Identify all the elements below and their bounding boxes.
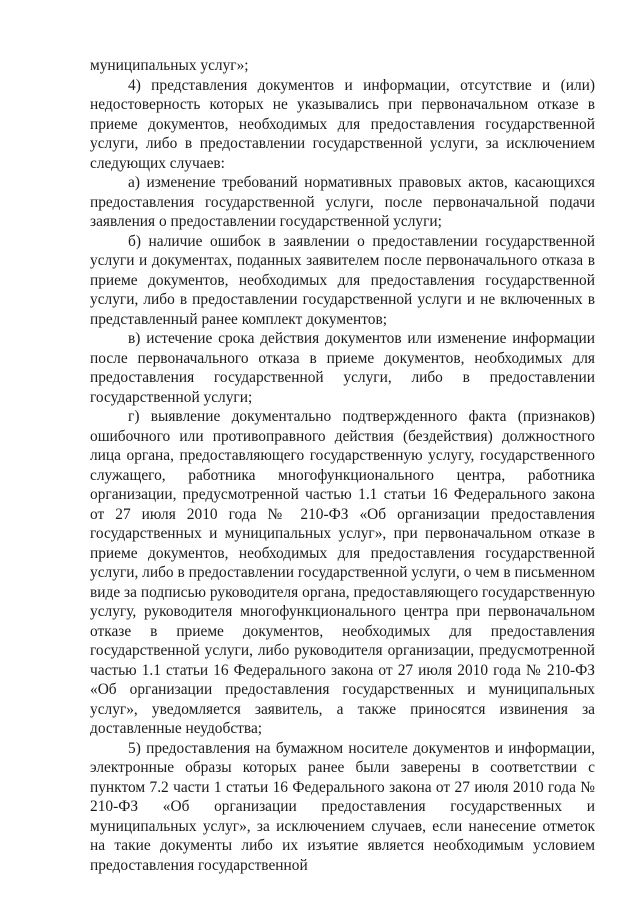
paragraph-item-4-g: г) выявление документально подтвержденного факта (признаков) ошибочного или противоправного действия (бездействия) должностного лица органа, предоставляющего государственную услугу, государственного служащего, работника многофункционального центра, работника организации, предусмотренной частью 1.1 статьи 16 Федерального закона от 27 июля 2010 года № 210-ФЗ «Об организации предоставления государственных и муниципальных услуг», при первоначальном отказе в приеме документов, необходимых для предоставления государственной услуги, либо в предоставлении государственной услуги, о чем в письменном виде за подписью руководителя органа, предоставляющего государственную услугу, руководителя многофункционального центра при первоначальном отказе в приеме документов, необходимых для предоставления государственной услуги, либо руководителя организации, предусмотренной частью 1.1 статьи 16 Федерального закона от 27 июля 2010 года № 210-ФЗ «Об организации предоставления государственных и муниципальных услуг», уведомляется заявитель, а также приносятся извинения за доставленные неудобства;: [90, 408, 595, 737]
paragraph-item-4-v: в) истечение срока действия документов или изменение информации после первоначального отказа в приеме документов, необходимых для предоставления государственной услуги, либо в предоставлении государственной услуги;: [90, 330, 595, 406]
paragraph-item-5: 5) предоставления на бумажном носителе документов и информации, электронные образы которых ранее были заверены в соответствии с пунктом 7.2 части 1 статьи 16 Федерального закона от 27 июля 2010 года № 210-ФЗ «Об организации предоставления государственных и муниципальных услуг», за исключением случаев, если нанесение отметок на такие документы либо их изъятие является необходимым условием предоставления государственной: [90, 739, 595, 874]
document-body: [90, 56, 595, 875]
paragraph-item-4: 4) представления документов и информации, отсутствие и (или) недостоверность которых не указывались при первоначальном отказе в приеме документов, необходимых для предоставления государственной услуги, либо в предоставлении государственной услуги, за исключением следующих случаев:: [90, 76, 595, 172]
paragraph-item-4-b: б) наличие ошибок в заявлении о предоставлении государственной услуги и документах, поданных заявителем после первоначального отказа в приеме документов, необходимых для предоставления государственной услуги, либо в предоставлении государственной услуги и не включенных в представленный ранее комплект документов;: [90, 232, 595, 328]
paragraph-continuation: муниципальных услуг»;: [90, 57, 249, 74]
paragraph-item-4-a: а) изменение требований нормативных правовых актов, касающихся предоставления государственной услуги, после первоначальной подачи заявления о предоставлении государственной услуги;: [90, 174, 595, 230]
